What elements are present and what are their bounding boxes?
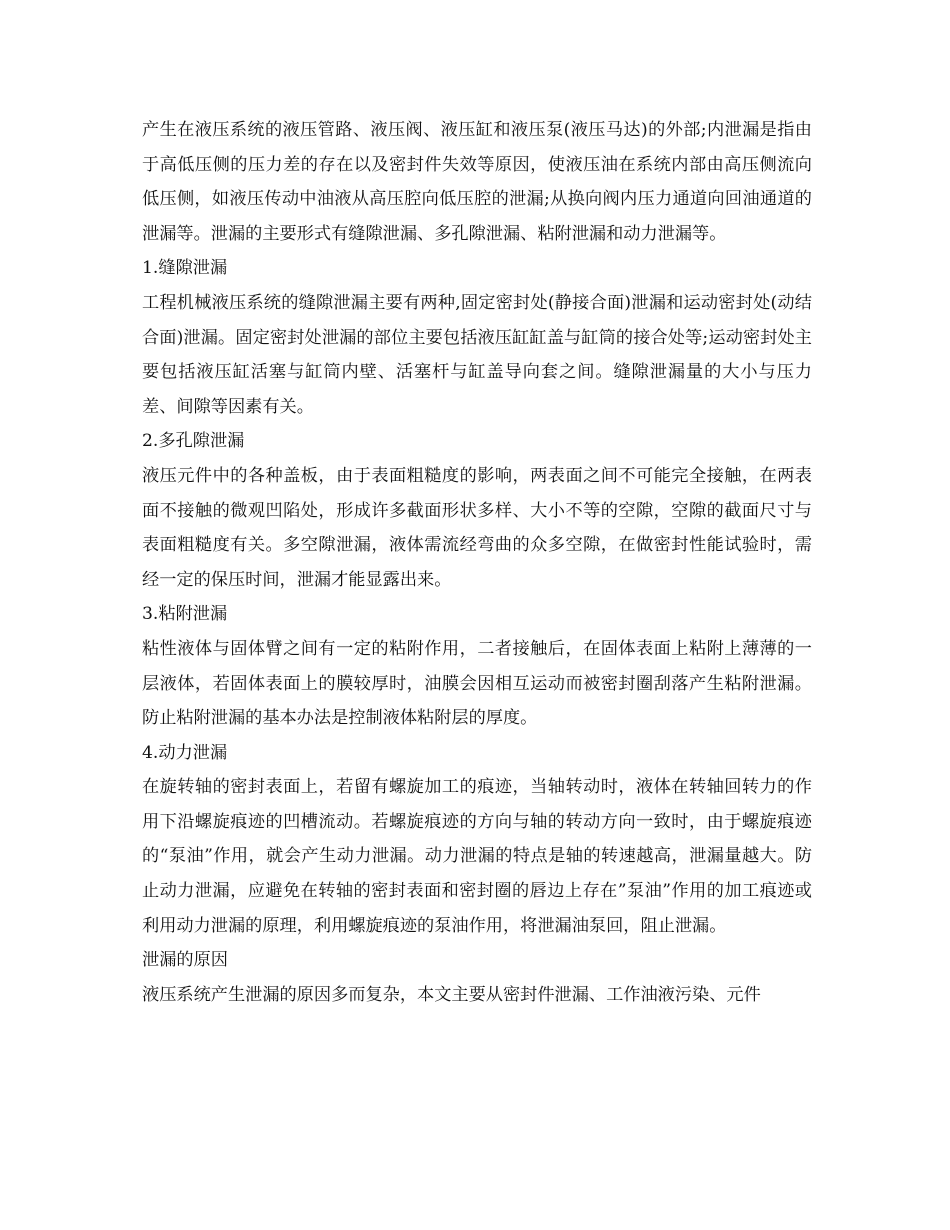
paragraph-adhesion-leakage: 粘性液体与固体臂之间有一定的粘附作用，二者接触后，在固体表面上粘附上薄薄的一层液体，若固体表面上的膜较厚时，油膜会因相互运动而被密封圈刮落产生粘附泄漏。防止粘附泄漏的基本办法是控制液体粘附层的厚度。	[142, 638, 812, 729]
heading-adhesion-leakage: 3.粘附泄漏	[142, 604, 228, 625]
heading-porous-leakage: 2.多孔隙泄漏	[142, 431, 245, 452]
heading-gap-leakage: 1.缝隙泄漏	[142, 258, 228, 279]
paragraph-porous-leakage: 液压元件中的各种盖板，由于表面粗糙度的影响，两表面之间不可能完全接触，在两表面不接触的微观凹陷处，形成许多截面形状多样、大小不等的空隙，空隙的截面尺寸与表面粗糙度有关。多空隙泄漏，液体需流经弯曲的众多空隙，在做密封性能试验时，需经一定的保压时间，泄漏才能显露出来。	[142, 465, 812, 590]
heading-leakage-causes: 泄漏的原因	[142, 950, 228, 971]
paragraph-dynamic-leakage: 在旋转轴的密封表面上，若留有螺旋加工的痕迹，当轴转动时，液体在转轴回转力的作用下沿螺旋痕迹的凹槽流动。若螺旋痕迹的方向与轴的转动方向一致时，由于螺旋痕迹的“泵油”作用，就会产生动力泄漏。动力泄漏的特点是轴的转速越高，泄漏量越大。防止动力泄漏，应避免在转轴的密封表面和密封圈的唇边上存在”泵油”作用的加工痕迹或利用动力泄漏的原理，利用螺旋痕迹的泵油作用，将泄漏油泵回，阻止泄漏。	[142, 777, 812, 936]
paragraph-gap-leakage: 工程机械液压系统的缝隙泄漏主要有两种,固定密封处(静接合面)泄漏和运动密封处(动结合面)泄漏。固定密封处泄漏的部位主要包括液压缸缸盖与缸筒的接合处等;运动密封处主要包括液压缸活塞与缸筒内壁、活塞杆与缸盖导向套之间。缝隙泄漏量的大小与压力差、间隙等因素有关。	[142, 292, 812, 417]
paragraph-leakage-causes: 液压系统产生泄漏的原因多而复杂，本文主要从密封件泄漏、工作油液污染、元件	[142, 984, 761, 1005]
heading-dynamic-leakage: 4.动力泄漏	[142, 742, 228, 763]
document-page	[142, 113, 812, 1012]
paragraph-intro: 产生在液压系统的液压管路、液压阀、液压缸和液压泵(液压马达)的外部;内泄漏是指由于高低压侧的压力差的存在以及密封件失效等原因，使液压油在系统内部由高压侧流向低压侧，如液压传动中油液从高压腔向低压腔的泄漏;从换向阀内压力通道向回油通道的泄漏等。泄漏的主要形式有缝隙泄漏、多孔隙泄漏、粘附泄漏和动力泄漏等。	[142, 120, 812, 244]
